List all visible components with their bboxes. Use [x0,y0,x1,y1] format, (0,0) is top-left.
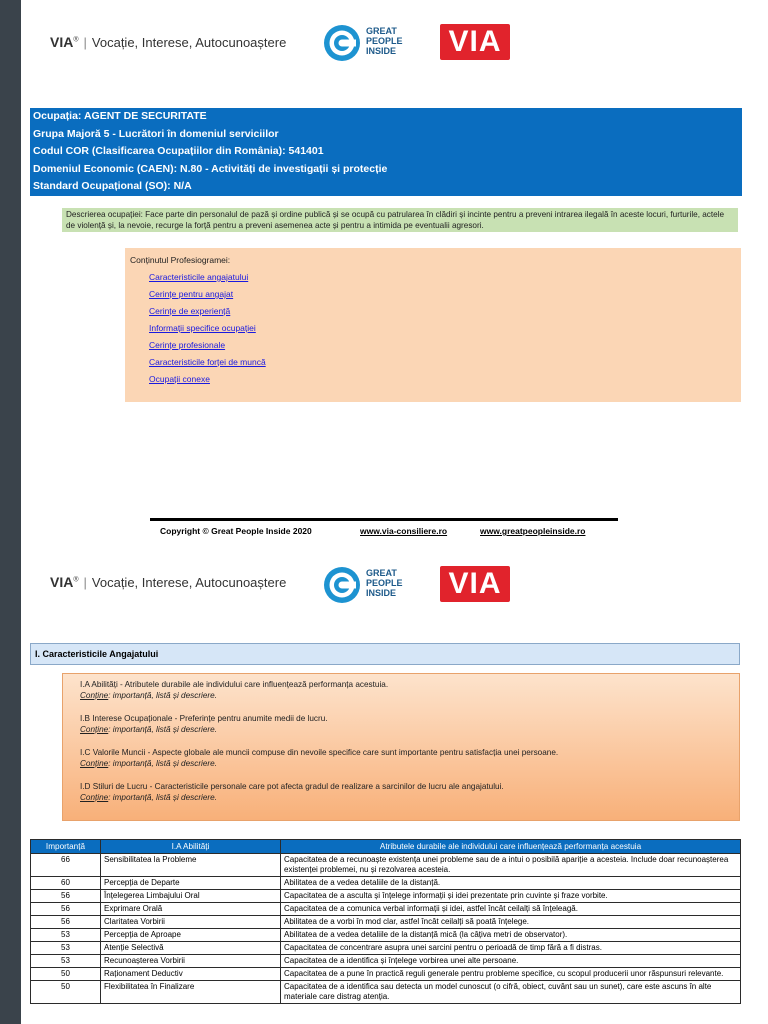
gpi-line-1: GREAT [366,568,397,578]
gpi-logo [322,565,412,605]
ability-name-cell: Percepția de Aproape [101,929,281,942]
via-red-logo: VIA [440,24,510,60]
ability-description-cell: Capacitatea de a identifica și înțelege vorbirea unei alte persoane. [281,955,741,968]
occupation-info-box [30,108,742,196]
ability-name-cell: Exprimare Orală [101,903,281,916]
contains-label: Conține [80,691,109,700]
page-header-2 [0,560,768,630]
table-row [31,942,741,955]
contains-text: : importanță, listă și descriere. [108,725,217,734]
footer-copyright: Copyright © Great People Inside 2020 [160,526,312,536]
contents-link-professional[interactable]: Cerințe profesionale [149,340,226,350]
importance-cell: 60 [31,877,101,890]
ability-name-cell: Flexibilitatea în Finalizare [101,981,281,1004]
contains-label: Conține [80,759,109,768]
occupation-group: Grupa Majoră 5 - Lucrători în domeniul serviciilor [33,127,279,140]
gpi-line-2: PEOPLE [366,36,403,46]
characteristic-heading: I.B Interese Ocupaționale - Preferințe pentru anumite medii de lucru. [80,714,328,723]
table-row [31,854,741,877]
ability-name-cell: Percepția de Departe [101,877,281,890]
characteristic-heading: I.C Valorile Muncii - Aspecte globale ale muncii compuse din nevoile specifice care sunt importante pentru satisfacția unei persoane. [80,748,559,757]
gpi-line-3: INSIDE [366,46,397,56]
contents-link-characteristics[interactable]: Caracteristicile angajatului [149,272,249,282]
characteristic-heading: I.D Stiluri de Lucru - Caracteristicile personale care pot afecta gradul de realizare a sarcinilor de lucru ale angajatului. [80,782,504,791]
characteristic-heading: I.A Abilități - Atributele durabile ale individului care influențează performanța acestuia. [80,680,389,689]
gpi-wordmark [366,568,403,598]
via-tagline: Vocație, Interese, Autocunoaștere [91,575,287,590]
ability-description-cell: Abilitatea de a vorbi în mod clar, astfel încât ceilalți să poată înțelege. [281,916,741,929]
left-side-bar [0,0,21,1024]
ability-name-cell: Recunoașterea Vorbirii [101,955,281,968]
ability-name-cell: Claritatea Vorbirii [101,916,281,929]
importance-cell: 53 [31,942,101,955]
gpi-wordmark [366,26,403,56]
ability-description-cell: Capacitatea de a recunoaște existența unei probleme sau de a intui o posibilă apariție a acesteia. Include doar recunoașterea existenței problemei, nu și rezolvarea acesteia. [281,854,741,877]
contains-text: : importanță, listă și descriere. [108,793,217,802]
ability-description-cell: Abilitatea de a vedea detaliile de la distanță. [281,877,741,890]
gpi-logo [322,23,412,63]
characteristic-work-values [80,747,558,769]
importance-cell: 66 [31,854,101,877]
ability-description-cell: Capacitatea de a identifica sau detecta un model cunoscut (o cifră, obiect, cuvânt sau un sunet), care este ascuns în alte materiale care distrag atenția. [281,981,741,1004]
via-tagline: Vocație, Interese, Autocunoaștere [91,35,287,50]
page-footer [150,518,618,540]
page-header-1 [0,10,768,80]
ability-name-cell: Raționament Deductiv [101,968,281,981]
occupation-cor-code: Codul COR (Clasificarea Ocupațiilor din România): 541401 [33,145,324,157]
ability-description-cell: Capacitatea de concentrare asupra unei sarcini pentru o perioadă de timp fără a fi distras. [281,942,741,955]
contains-text: : importanță, listă și descriere. [108,691,217,700]
footer-rule [150,518,618,521]
characteristic-work-styles [80,781,504,803]
table-header-row [31,840,741,854]
section-title: I. Caracteristicile Angajatului [30,643,740,665]
via-brand: VIA® | Vocație, Interese, Autocunoaștere [50,574,287,590]
table-row [31,981,741,1004]
footer-link-via[interactable]: www.via-consiliere.ro [360,526,448,536]
importance-cell: 50 [31,968,101,981]
characteristic-interests [80,713,328,735]
via-red-logo: VIA [440,566,510,602]
via-reg-mark: ® [73,576,79,584]
importance-cell: 50 [31,981,101,1004]
contains-label: Conține [80,793,109,802]
contains-label: Conține [80,725,109,734]
table-row [31,890,741,903]
ability-name-cell: Atenție Selectivă [101,942,281,955]
via-mark: VIA [50,574,74,590]
contents-box [125,248,741,402]
contents-link-related-occupations[interactable]: Ocupații conexe [149,374,210,384]
occupation-standard: Standard Ocupațional (SO): N/A [33,180,192,192]
via-mark: VIA [50,34,74,50]
contents-link-workforce[interactable]: Caracteristicile forței de muncă [149,357,266,367]
table-row [31,968,741,981]
ability-description-cell: Abilitatea de a vedea detaliile de la distanță mică (la câțiva metri de observator). [281,929,741,942]
contains-text: : importanță, listă și descriere. [108,759,217,768]
gpi-line-3: INSIDE [366,588,397,598]
ability-description-cell: Capacitatea de a asculta și înțelege informații și idei prezentate prin cuvinte și fraze vorbite. [281,890,741,903]
ability-description-cell: Capacitatea de a comunica verbal informații și idei, astfel încât ceilalți să înțeleagă. [281,903,741,916]
occupation-title: Ocupația: AGENT DE SECURITATE [33,110,207,122]
contents-link-requirements[interactable]: Cerințe pentru angajat [149,289,234,299]
contents-title: Conținutul Profesiogramei: [130,255,231,265]
gpi-line-2: PEOPLE [366,578,403,588]
characteristic-abilities [80,679,388,701]
gpi-swirl-icon [322,23,362,63]
characteristics-box [62,673,740,821]
header-importance: Importanță [31,840,101,854]
abilities-table [30,839,741,1004]
table-row [31,903,741,916]
importance-cell: 56 [31,903,101,916]
occupation-caen-domain: Domeniul Economic (CAEN): N.80 - Activități de investigații și protecție [33,162,388,175]
ability-name-cell: Înțelegerea Limbajului Oral [101,890,281,903]
gpi-line-1: GREAT [366,26,397,36]
contents-link-experience[interactable]: Cerințe de experiență [149,306,231,316]
table-row [31,877,741,890]
table-row [31,929,741,942]
footer-link-gpi[interactable]: www.greatpeopleinside.ro [480,526,586,536]
importance-cell: 56 [31,916,101,929]
ability-name-cell: Sensibilitatea la Probleme [101,854,281,877]
header-abilities: I.A Abilități [101,840,281,854]
gpi-swirl-icon [322,565,362,605]
importance-cell: 56 [31,890,101,903]
ability-description-cell: Capacitatea de a pune în practică reguli generale pentru probleme specifice, cu scopul producerii unor răspunsuri relevante. [281,968,741,981]
contents-link-specific-info[interactable]: Informații specifice ocupației [149,323,256,333]
via-reg-mark: ® [73,36,79,44]
via-brand: VIA® | Vocație, Interese, Autocunoaștere [50,34,287,50]
occupation-description: Descrierea ocupației: Face parte din personalul de pază și ordine publică și se ocupă cu patrularea în clădiri și incinte pentru a preveni intrarea ilegală în aceste locuri, furturile, actele de violență și, la nevoie, recurge la forță pentru a preveni asemenea acte și pentru a intimida pe eventualii agresori. [62,208,738,232]
header-description: Atributele durabile ale individului care influențează performanța acestuia [281,840,741,854]
table-row [31,955,741,968]
importance-cell: 53 [31,955,101,968]
table-row [31,916,741,929]
importance-cell: 53 [31,929,101,942]
